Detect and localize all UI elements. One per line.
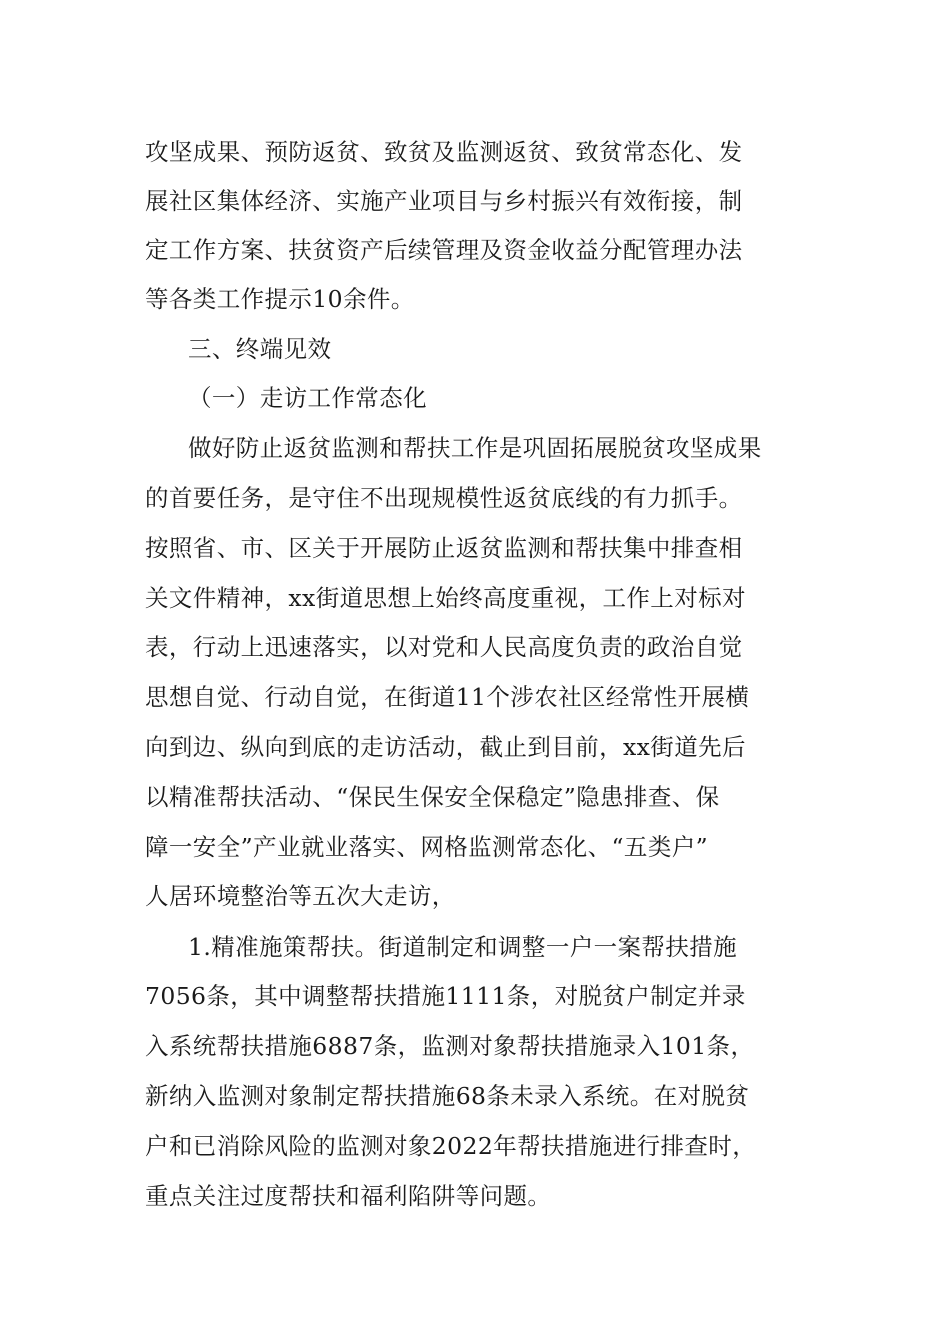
list-item-line: 1.精准施策帮扶。街道制定和调整一户一案帮扶措施 (188, 933, 738, 961)
paragraph-line: 思想自觉、行动自觉，在街道11个涉农社区经常性开展横 (145, 683, 750, 711)
paragraph-line: 入系统帮扶措施6887条，监测对象帮扶措施录入101条， (145, 1032, 755, 1060)
paragraph-line: 展社区集体经济、实施产业项目与乡村振兴有效衔接，制 (145, 187, 743, 215)
paragraph-line: 做好防止返贫监测和帮扶工作是巩固拓展脱贫攻坚成果 (188, 434, 762, 462)
paragraph-line: 新纳入监测对象制定帮扶措施68条未录入系统。在对脱贫 (145, 1082, 750, 1110)
section-heading: 三、终端见效 (188, 335, 332, 363)
paragraph-line: 重点关注过度帮扶和福利陷阱等问题。 (145, 1182, 552, 1210)
paragraph-line: 人居环境整治等五次大走访， (145, 882, 456, 910)
paragraph-line: 户和已消除风险的监测对象2022年帮扶措施进行排查时， (145, 1132, 757, 1160)
paragraph-line: 障一安全”产业就业落实、网格监测常态化、“五类户” (145, 833, 709, 861)
paragraph-line: 7056条，其中调整帮扶措施1111条，对脱贫户制定并录 (145, 982, 746, 1010)
paragraph-line: 攻坚成果、预防返贫、致贫及监测返贫、致贫常态化、发 (145, 138, 743, 166)
paragraph-line: 定工作方案、扶贫资产后续管理及资金收益分配管理办法 (145, 236, 743, 264)
paragraph-line: 表，行动上迅速落实，以对党和人民高度负责的政治自觉 (145, 633, 743, 661)
paragraph-line: 以精准帮扶活动、“保民生保安全保稳定”隐患排查、保 (145, 783, 720, 811)
paragraph-line: 的首要任务，是守住不出现规模性返贫底线的有力抓手。 (145, 484, 743, 512)
paragraph-line: 向到边、纵向到底的走访活动，截止到目前，xx街道先后 (145, 733, 746, 761)
paragraph-line: 关文件精神，xx街道思想上始终高度重视，工作上对标对 (145, 584, 746, 612)
paragraph-line: 等各类工作提示10余件。 (145, 285, 415, 313)
subsection-heading: （一）走访工作常态化 (188, 384, 427, 412)
paragraph-line: 按照省、市、区关于开展防止返贫监测和帮扶集中排查相 (145, 534, 743, 562)
